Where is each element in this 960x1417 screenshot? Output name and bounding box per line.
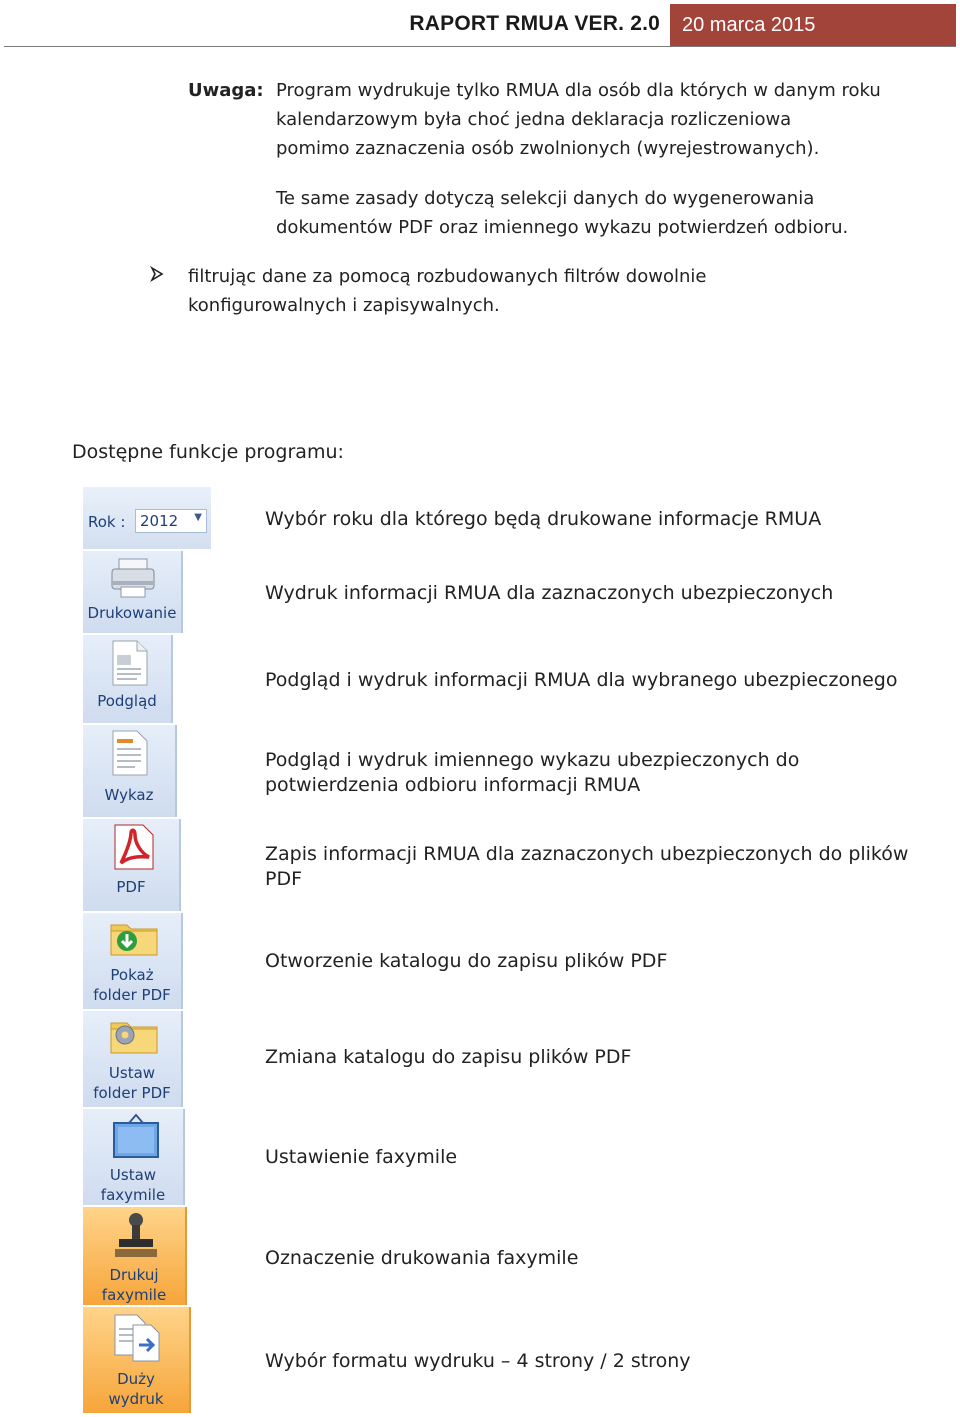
desc-print-facsimile: Oznaczenie drukowania faxymile	[265, 1247, 579, 1269]
show-pdf-folder-button[interactable]	[83, 913, 183, 1009]
set-pdf-folder-label-2: folder PDF	[93, 1084, 171, 1102]
functions-heading: Dostępne funkcje programu:	[72, 441, 344, 463]
print-button-label: Drukowanie	[87, 604, 177, 622]
bullet-line-2: konfigurowalnych i zapisywalnych.	[188, 295, 500, 316]
frame-icon	[111, 1113, 161, 1165]
desc-set-folder: Zmiana katalogu do zapisu plików PDF	[265, 1046, 632, 1068]
desc-large-print: Wybór formatu wydruku – 4 strony / 2 strony	[265, 1350, 691, 1372]
set-pdf-folder-button[interactable]	[83, 1011, 183, 1107]
pdf-button-label: PDF	[116, 878, 146, 896]
large-print-label-2: wydruk	[108, 1390, 164, 1408]
desc-set-facsimile: Ustawienie faxymile	[265, 1146, 458, 1168]
large-print-icon	[111, 1311, 163, 1367]
note-para2-line-1: Te same zasady dotyczą selekcji danych do wygenerowania	[276, 188, 815, 209]
note-line-1: Program wydrukuje tylko RMUA dla osób dla których w danym roku	[276, 80, 881, 101]
year-value: 2012	[140, 512, 179, 530]
print-facsimile-label-2: faxymile	[101, 1286, 167, 1304]
show-pdf-folder-label-1: Pokaż	[110, 966, 154, 984]
folder-download-icon	[109, 917, 159, 961]
large-print-toggle[interactable]	[83, 1307, 191, 1413]
document-date: 20 marca 2015	[682, 14, 816, 36]
set-facsimile-label-1: Ustaw	[109, 1166, 157, 1184]
note-line-2: kalendarzowym była choć jedna deklaracja rozliczeniowa	[276, 109, 792, 130]
print-facsimile-label-1: Drukuj	[109, 1266, 159, 1284]
desc-pdf-line-2: PDF	[265, 868, 303, 890]
desc-pdf-line-1: Zapis informacji RMUA dla zaznaczonych ubezpieczonych do plików	[265, 843, 909, 865]
stamp-icon	[111, 1211, 161, 1265]
bullet-line-1: filtrując dane za pomocą rozbudowanych filtrów dowolnie	[188, 266, 707, 287]
note-label: Uwaga:	[188, 80, 264, 101]
note-line-3: pomimo zaznaczenia osób zwolnionych (wyrejestrowanych).	[276, 138, 820, 159]
document-title: RAPORT RMUA VER. 2.0	[409, 12, 660, 35]
set-facsimile-label-2: faxymile	[100, 1186, 166, 1204]
year-dropdown[interactable]	[135, 509, 207, 533]
list-button[interactable]	[83, 725, 177, 817]
chevron-down-icon: ▼	[194, 512, 202, 523]
show-pdf-folder-label-2: folder PDF	[93, 986, 171, 1004]
list-button-label: Wykaz	[104, 786, 154, 804]
year-selector	[83, 487, 211, 549]
desc-print: Wydruk informacji RMUA dla zaznaczonych ubezpieczonych	[265, 582, 834, 604]
pdf-button[interactable]	[83, 819, 181, 911]
date-banner	[670, 4, 956, 46]
large-print-label-1: Duży	[117, 1370, 155, 1388]
desc-list-line-1: Podgląd i wydruk imiennego wykazu ubezpieczonych do	[265, 749, 800, 771]
page-header	[0, 0, 960, 50]
printer-icon	[109, 557, 157, 605]
header-rule	[4, 46, 956, 47]
desc-list-line-2: potwierdzenia odbioru informacji RMUA	[265, 774, 641, 796]
year-label: Rok :	[88, 513, 126, 531]
pdf-icon	[109, 823, 157, 875]
note-para2-line-2: dokumentów PDF oraz imiennego wykazu potwierdzeń odbioru.	[276, 217, 849, 238]
set-pdf-folder-label-1: Ustaw	[108, 1064, 156, 1082]
print-button[interactable]	[83, 551, 183, 633]
document-preview-icon	[107, 639, 151, 691]
desc-show-folder: Otworzenie katalogu do zapisu plików PDF	[265, 950, 668, 972]
print-facsimile-toggle[interactable]	[83, 1207, 187, 1305]
preview-button-label: Podgląd	[97, 692, 157, 710]
arrow-bullet-icon	[150, 262, 164, 291]
desc-preview: Podgląd i wydruk informacji RMUA dla wybranego ubezpieczonego	[265, 669, 898, 691]
preview-button[interactable]	[83, 635, 173, 723]
set-facsimile-button[interactable]	[83, 1109, 185, 1205]
folder-gear-icon	[109, 1015, 159, 1059]
list-document-icon	[107, 729, 151, 781]
desc-year: Wybór roku dla którego będą drukowane informacje RMUA	[265, 508, 822, 530]
